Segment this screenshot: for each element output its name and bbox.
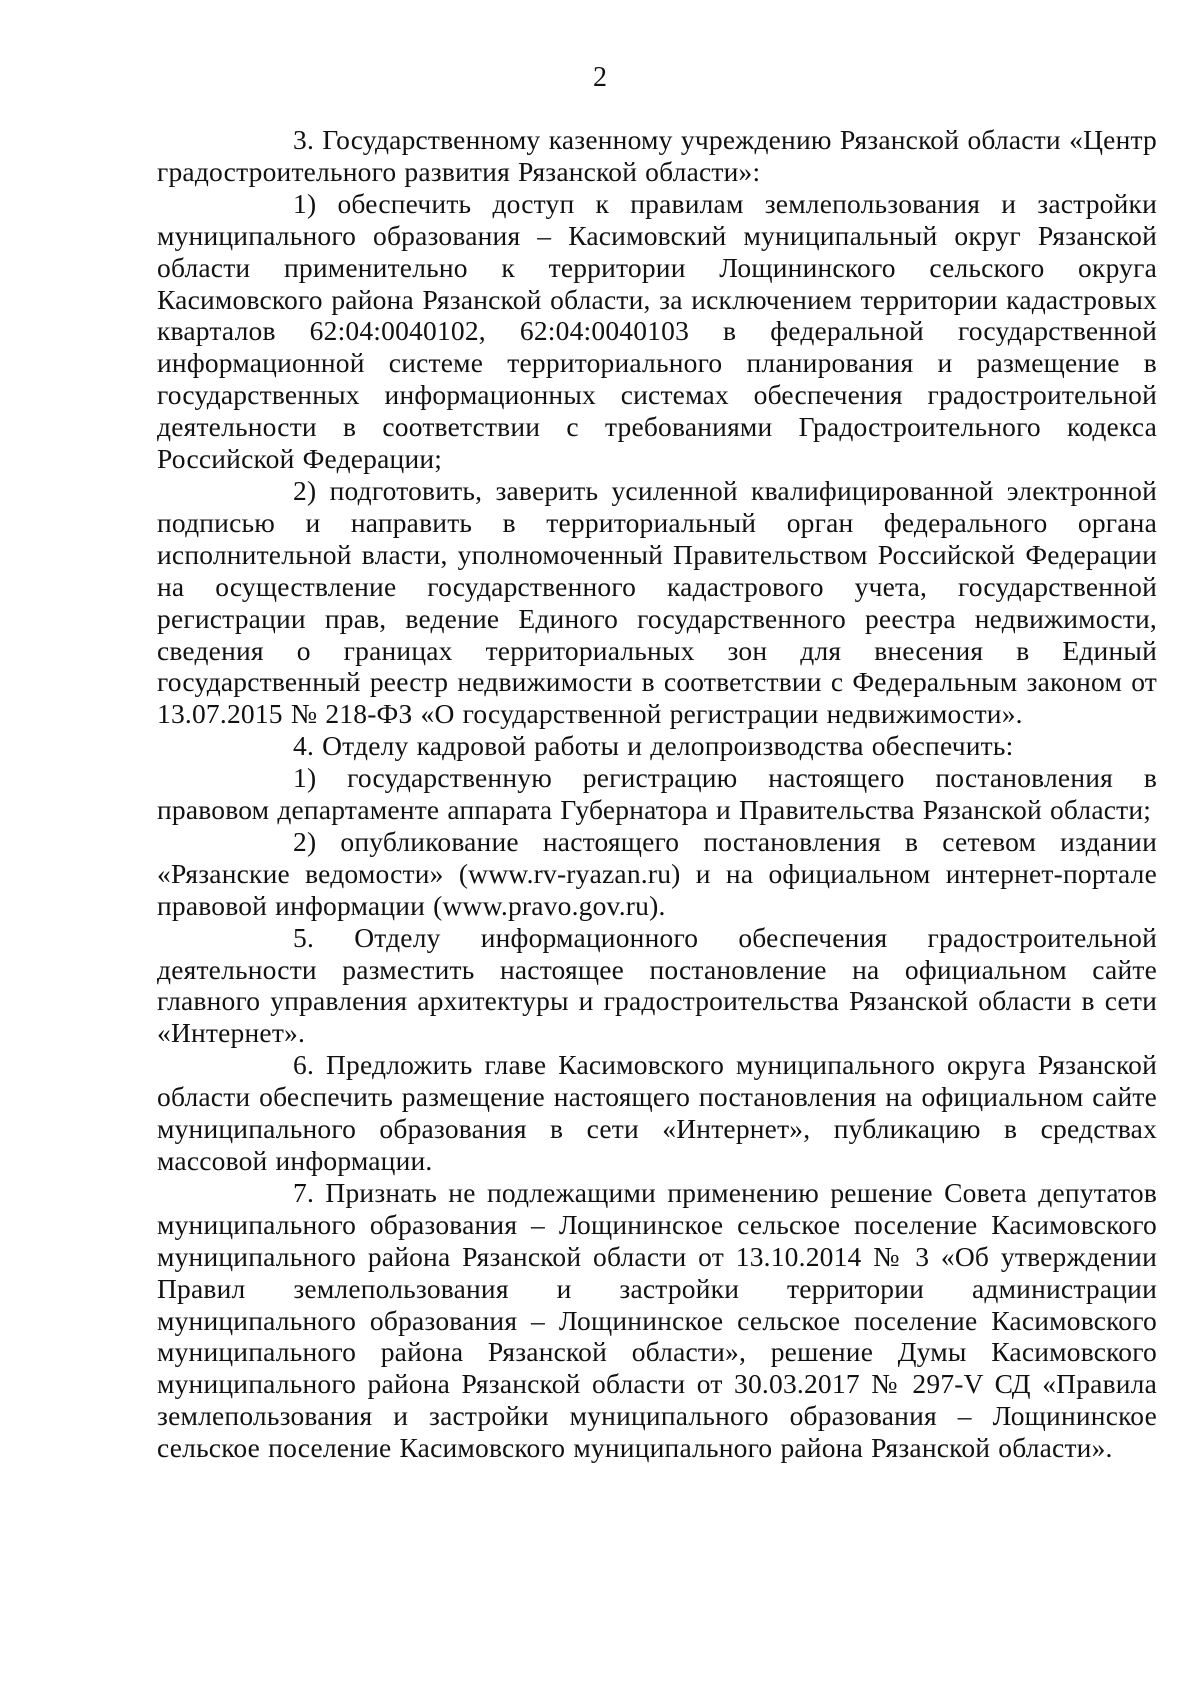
paragraph-number: 5. xyxy=(293,921,315,953)
paragraph-item-6 xyxy=(157,1049,1157,1177)
paragraph-subitem-3-2 xyxy=(157,475,1157,730)
paragraph-item-3 xyxy=(157,124,1157,188)
paragraph-item-7 xyxy=(157,1177,1157,1464)
paragraph-subitem-4-2 xyxy=(157,826,1157,922)
document-body xyxy=(157,124,1157,1464)
paragraph-item-5 xyxy=(157,922,1157,1050)
paragraph-number: 7. xyxy=(293,1176,315,1208)
paragraph-text: Отделу информационного обеспечения градостроительной деятельности разместить настоящее постановление на официальном сайте главного управления архитектуры и градостроительства Рязанской области в сети «Интернет». xyxy=(157,921,1158,1049)
paragraph-text: обеспечить доступ к правилам землепользования и застройки муниципального образования – Касимовский муниципальный округ Рязанской области применительно к территории Лощининского сельского округа Касимовского района Рязанской области, за исключением территории кадастровых кварталов 62:04:0040102, 62:04:0040103 в федеральной государственной информационной системе территориального планирования и размещение в государственных информационных системах обеспечения градостроительной деятельности в соответствии с требованиями Градостроительного кодекса Российской Федерации; xyxy=(157,187,1157,475)
paragraph-subitem-3-1 xyxy=(157,188,1157,475)
paragraph-number: 1) xyxy=(293,762,317,794)
paragraph-text: опубликование настоящего постановления в сетевом издании «Рязанские ведомости» (www.rv-ryazan.ru) и на официальном интернет-портале правовой информации (www.pravo.gov.ru). xyxy=(157,825,1158,921)
paragraph-number: 2) xyxy=(293,825,317,857)
paragraph-item-4 xyxy=(157,730,1157,762)
paragraph-text: Государственному казенному учреждению Рязанской области «Центр градостроительного развития Рязанской области»: xyxy=(157,124,1157,187)
paragraph-number: 6. xyxy=(293,1049,315,1081)
paragraph-text: Предложить главе Касимовского муниципального округа Рязанской области обеспечить размещение настоящего постановления на официальном сайте муниципального образования в сети «Интернет», публикацию в средствах массовой информации. xyxy=(157,1049,1157,1176)
paragraph-text: подготовить, заверить усиленной квалифицированной электронной подписью и направить в территориальный орган федерального органа исполнительной власти, уполномоченный Правительством Российской Федерации на осуществление государственного кадастрового учета, государственной регистрации прав, ведение Единого государственного реестра недвижимости, сведения о границах территориальных зон для внесения в Единый государственный реестр недвижимости в соответствии с Федеральным законом от 13.07.2015 № 218-ФЗ «О государственной регистрации недвижимости». xyxy=(157,474,1157,730)
paragraph-number: 2) xyxy=(293,474,317,506)
paragraph-number: 4. xyxy=(293,730,315,762)
paragraph-text: Отделу кадровой работы и делопроизводства обеспечить: xyxy=(322,730,1014,762)
paragraph-subitem-4-1 xyxy=(157,762,1157,826)
paragraph-text: Признать не подлежащими применению решение Совета депутатов муниципального образования – Лощининское сельское поселение Касимовского муниципального района Рязанской области от 13.10.2014 № 3 «Об утверждении Правил землепользования и застройки территории администрации муниципального образования – Лощининское сельское поселение Касимовского муниципального района Рязанской области», решение Думы Касимовского муниципального района Рязанской области от 30.03.2017 № 297-V СД «Правила землепользования и застройки муниципального образования – Лощининское сельское поселение Касимовского муниципального района Рязанской области». xyxy=(157,1176,1158,1464)
page-number: 2 xyxy=(593,62,607,93)
paragraph-text: государственную регистрацию настоящего постановления в правовом департаменте аппарата Губернатора и Правительства Рязанской области; xyxy=(157,762,1158,826)
paragraph-number: 1) xyxy=(293,187,317,219)
paragraph-number: 3. xyxy=(293,124,315,155)
